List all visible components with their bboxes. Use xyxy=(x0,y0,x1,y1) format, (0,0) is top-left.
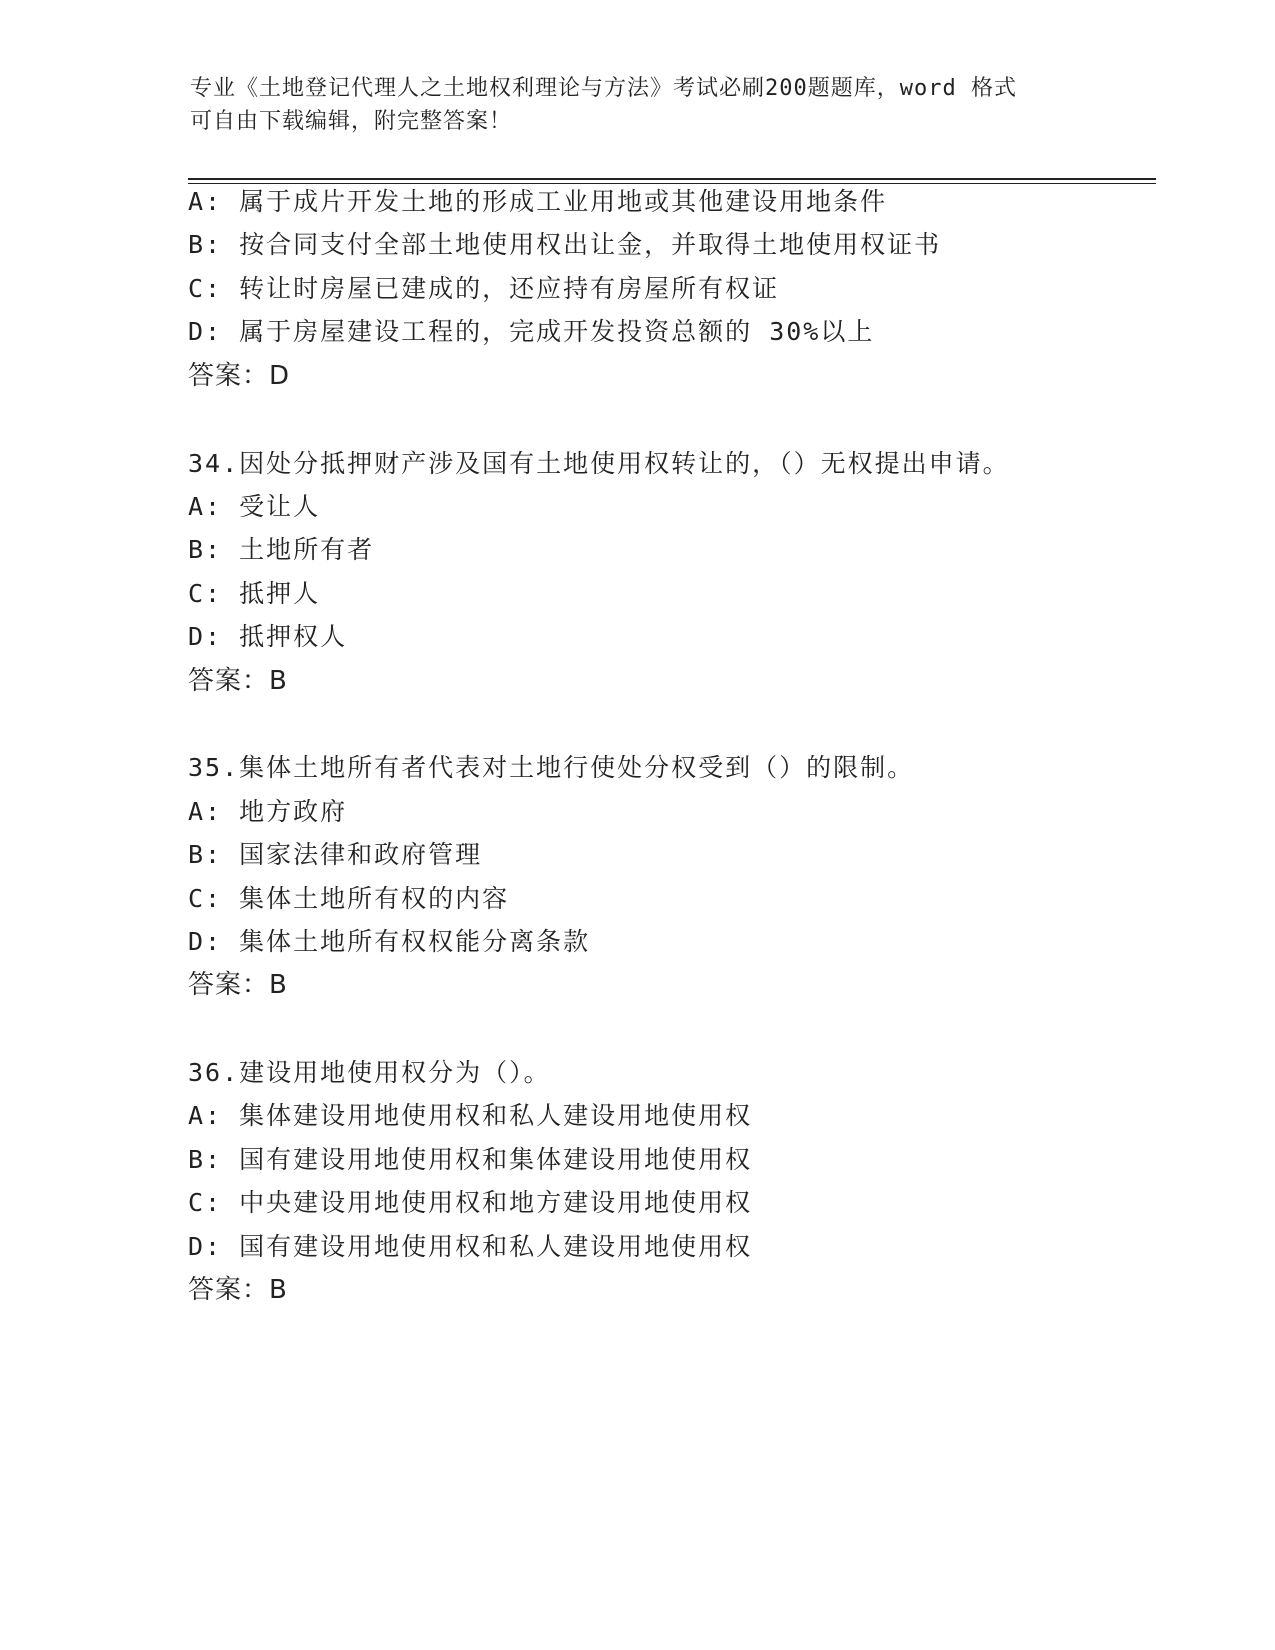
header-line-2: 可自由下载编辑，附完整答案！ xyxy=(190,109,513,134)
q36-option-a: A: 集体建设用地使用权和私人建设用地使用权 xyxy=(188,1101,753,1130)
q35-option-d: D: 集体土地所有权权能分离条款 xyxy=(188,927,591,956)
q36-option-d: D: 国有建设用地使用权和私人建设用地使用权 xyxy=(188,1232,753,1261)
q33-option-a: A: 属于成片开发土地的形成工业用地或其他建设用地条件 xyxy=(188,187,888,216)
q36-answer: 答案：B xyxy=(188,1275,288,1305)
q34-question: 34.因处分抵押财产涉及国有土地使用权转让的，（）无权提出申请。 xyxy=(188,449,1010,478)
q33-option-b: B: 按合同支付全部土地使用权出让金，并取得土地使用权证书 xyxy=(188,230,942,259)
q33-option-d: D: 属于房屋建设工程的，完成开发投资总额的 30%以上 xyxy=(188,317,875,346)
q35-answer: 答案：B xyxy=(188,970,288,1000)
q34-option-c: C: 抵押人 xyxy=(188,579,321,608)
q35-question: 35.集体土地所有者代表对土地行使处分权受到（）的限制。 xyxy=(188,753,915,782)
document-header xyxy=(190,72,1090,138)
q35-option-b: B: 国家法律和政府管理 xyxy=(188,840,483,869)
q33-answer: 答案：D xyxy=(188,361,291,391)
q34-option-d: D: 抵押权人 xyxy=(188,622,348,651)
q34-answer: 答案：B xyxy=(188,666,288,696)
q33-option-c: C: 转让时房屋已建成的，还应持有房屋所有权证 xyxy=(188,274,780,303)
q35-option-a: A: 地方政府 xyxy=(188,797,348,826)
header-divider xyxy=(188,178,1156,180)
q34-option-a: A: 受让人 xyxy=(188,492,321,521)
q35-option-c: C: 集体土地所有权的内容 xyxy=(188,884,510,913)
q36-question: 36.建设用地使用权分为（）。 xyxy=(188,1058,551,1087)
q36-option-b: B: 国有建设用地使用权和集体建设用地使用权 xyxy=(188,1145,753,1174)
q34-option-b: B: 土地所有者 xyxy=(188,535,375,564)
q36-option-c: C: 中央建设用地使用权和地方建设用地使用权 xyxy=(188,1188,753,1217)
header-line-1: 专业《土地登记代理人之土地权利理论与方法》考试必刷200题题库，word 格式 xyxy=(190,76,1017,101)
